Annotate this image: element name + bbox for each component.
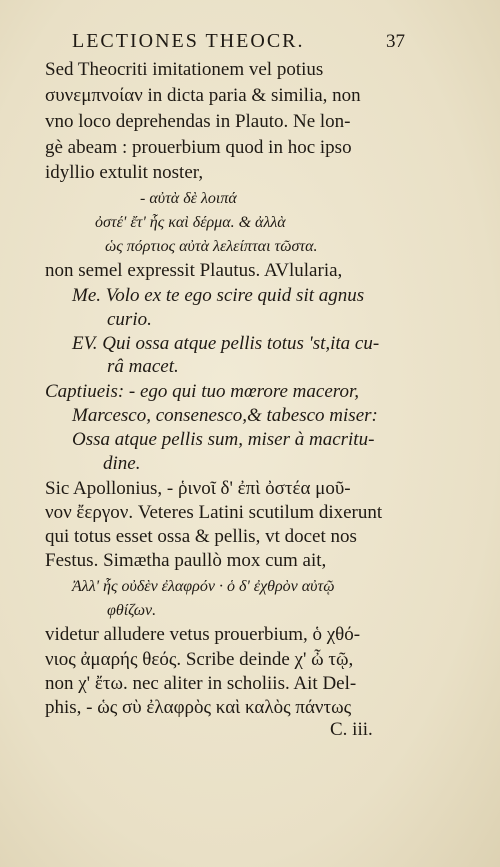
quote-line-7: Ossa atque pellis sum, miser à macritu- (72, 429, 375, 450)
text-line-2: συνεμπνοίαν in dicta paria & similia, non (45, 85, 361, 106)
quote-line-1: Me. Volo ex te ego scire quid sit agnus (72, 285, 365, 306)
text-line-12: νιος ἀμαρής θεός. Scribe deinde χ' ὦ τῷ, (45, 649, 354, 670)
text-line-3: vno loco deprehendas in Plauto. Ne lon- (45, 111, 351, 132)
quote-line-6: Marcesco, consenesco,& tabesco miser: (72, 405, 378, 426)
page-number: 37 (386, 31, 405, 52)
text-line-6: non semel expressit Plautus. AVlularia, (45, 260, 343, 281)
quote-line-4: râ macet. (107, 356, 179, 377)
quote-line-2: curio. (107, 309, 152, 330)
greek-line-5: φθίζων. (107, 602, 157, 619)
greek-line-1: - αὐτὰ δὲ λοιπά (140, 190, 237, 207)
text-line-1: Sed Theocriti imitationem vel potius (45, 59, 324, 80)
signature-mark: C. iii. (330, 719, 373, 740)
text-line-8: νον ἔεργον. Veteres Latini scutilum dixerunt (45, 502, 383, 523)
text-line-4: gè abeam : prouerbium quod in hoc ipso (45, 137, 352, 158)
running-title: LECTIONES THEOCR. (72, 30, 305, 52)
quote-line-3: EV. Qui ossa atque pellis totus 'st,ita cu- (72, 333, 380, 354)
text-line-7: Sic Apollonius, - ῥινοῖ δ' ἐπὶ ὀστέα μοῦ- (45, 478, 351, 499)
text-line-11: videtur alludere vetus prouerbium, ὁ χθό- (45, 624, 361, 645)
quote-line-8: dine. (103, 453, 141, 474)
running-header (72, 30, 405, 53)
text-line-9: qui totus esset ossa & pellis, vt docet nos (45, 526, 357, 547)
text-line-10: Festus. Simætha paullò mox cum ait, (45, 550, 327, 571)
text-line-14: phis, - ὡς σὺ ἐλαφρὸς καὶ καλὸς πάντως (45, 697, 352, 718)
text-line-13: non χ' ἔτω. nec aliter in scholiis. Ait Del- (45, 673, 357, 694)
greek-line-2: ὀστέ' ἔτ' ἧς καὶ δέρμα. & ἀλλὰ (95, 214, 286, 231)
greek-line-3: ὡς πόρτιος αὐτὰ λελείπται τῶστα. (105, 238, 318, 255)
quote-line-5: Captiueis: - ego qui tuo mœrore maceror, (45, 381, 360, 402)
greek-line-4: Ἀλλ' ἧς οὐδὲν ἐλαφρόν · ὁ δ' ἐχθρὸν αὐτῷ (72, 578, 335, 595)
text-line-5: idyllio extulit noster, (45, 162, 204, 183)
